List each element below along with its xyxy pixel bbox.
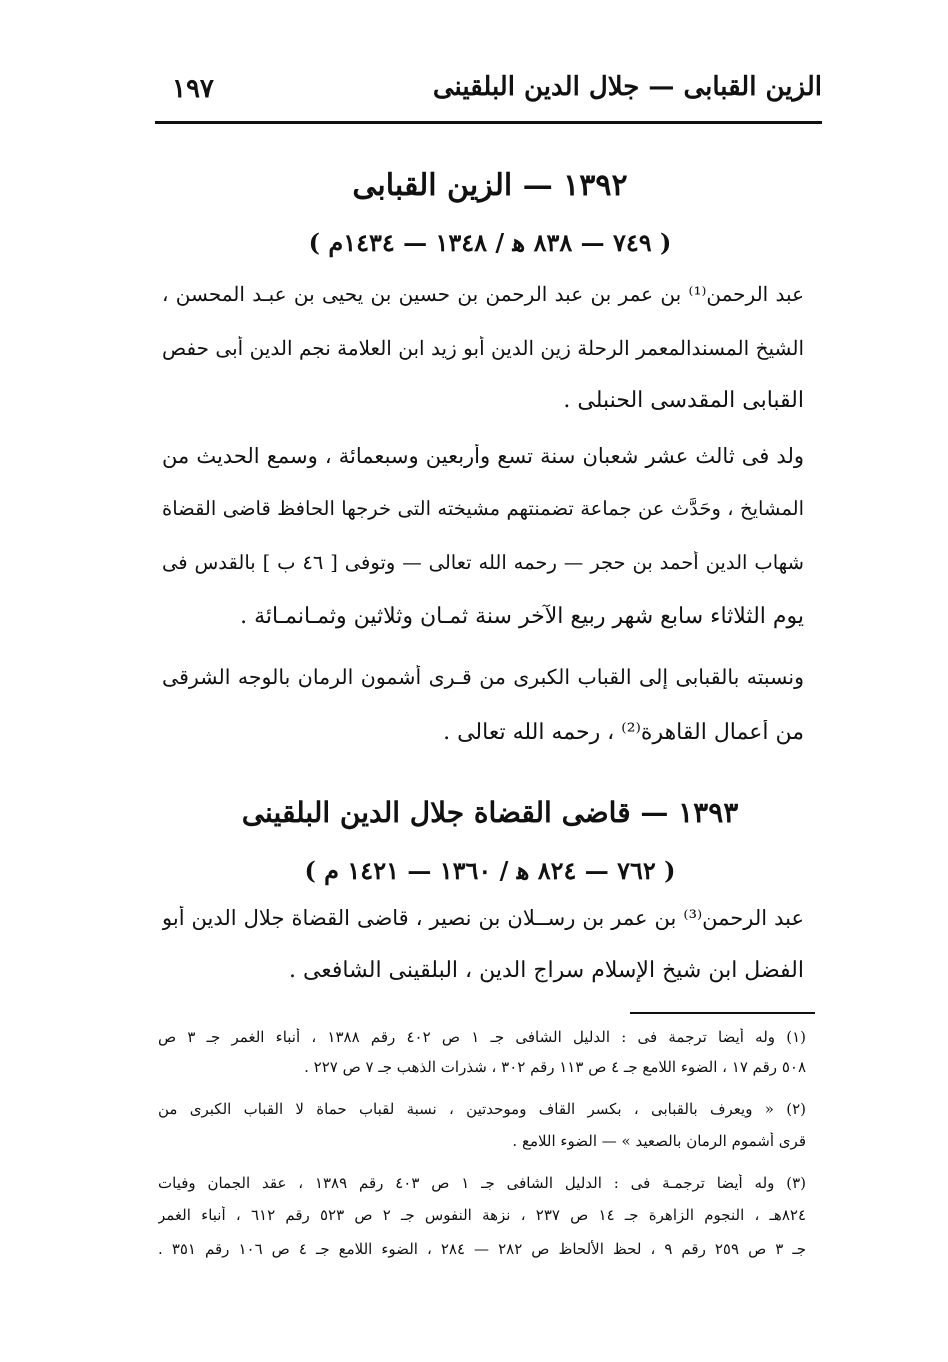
footnote-line: جـ ٣ ص ٢٥٩ رقم ٩ ، لحظ الألحاظ ص ٢٨٢ — ٢٨٤ ، الضوء اللامع جـ ٤ ص ١٠٦ رقم ٣٥١ . xyxy=(158,1240,806,1258)
entry-1392-line: من أعمال القاهرة⁽²⁾ ، رحمه الله تعالى . xyxy=(443,720,804,745)
entry-1392-heading: ١٣٩٢ — الزين القبابى xyxy=(352,168,628,203)
entry-1392-line: ولد فى ثالث عشر شعبان سنة تسع وأربعين وسبعمائة ، وسمع الحديث من xyxy=(162,444,804,468)
footnote-line: (١) وله أيضا ترجمة فى : الدليل الشافى جـ ١ ص ٤٠٢ رقم ١٣٨٨ ، أنباء الغمر جـ ٣ ص xyxy=(158,1028,806,1046)
footnote-line: (٢) « ويعرف بالقبابى ، بكسر القاف وموحدتين ، نسبة لقباب حماة لا القباب الكبرى من xyxy=(158,1100,806,1118)
footnote-divider xyxy=(630,1012,815,1014)
footnote-line: (٣) وله أيضا ترجمـة فى : الدليل الشافى جـ ١ ص ٤٠٣ رقم ١٣٨٩ ، عقد الجمان وفيات xyxy=(158,1174,806,1192)
page-number: ١٩٧ xyxy=(172,74,214,104)
entry-1392-line: ونسبته بالقبابى إلى القباب الكبرى من قـرى أشمون الرمان بالوجه الشرقى xyxy=(162,665,804,689)
entry-1393-heading: ١٣٩٣ — قاضى القضاة جلال الدين البلقينى xyxy=(241,796,739,829)
entry-1392-line: القبابى المقدسى الحنبلى . xyxy=(563,388,804,413)
footnote-line: قرى أشموم الرمان بالصعيد » — الضوء اللامع . xyxy=(512,1132,806,1150)
entry-1393-line: عبد الرحمن⁽³⁾ بن عمر بن رســلان بن نصير ، قاضى القضاة جلال الدين أبو xyxy=(162,906,804,930)
header-divider xyxy=(155,121,822,124)
entry-1392-line: شهاب الدين أحمد بن حجر — رحمه الله تعالى — وتوفى [ ٤٦ ب ] بالقدس فى xyxy=(162,551,804,574)
footnote-line: ٥٠٨ رقم ١٧ ، الضوء اللامع جـ ٤ ص ١١٣ رقم ٣٠٢ ، شذرات الذهب جـ ٧ ص ٢٢٧ . xyxy=(304,1058,806,1076)
entry-1392-line: يوم الثلاثاء سابع شهر ربيع الآخر سنة ثمـان وثلاثين وثمـانمـائة . xyxy=(240,604,804,629)
header-title: الزين القبابى — جلال الدين البلقينى xyxy=(432,72,822,102)
entry-1393-line: الفضل ابن شيخ الإسلام سراج الدين ، البلقينى الشافعى . xyxy=(288,958,804,983)
footnote-line: ٨٢٤هـ ، النجوم الزاهرة جـ ١٤ ص ٢٣٧ ، نزهة النفوس جـ ٢ ص ٥٢٣ رقم ٦١٢ ، أنباء الغمر xyxy=(158,1206,806,1224)
entry-1393-dates: ( ٧٦٢ — ٨٢٤ ﻫ / ١٣٦٠ — ١٤٢١ م ) xyxy=(304,856,676,885)
entry-1392-line: عبد الرحمن⁽¹⁾ بن عمر بن عبد الرحمن بن حسين بن يحيى بن عبـد المحسن ، xyxy=(162,282,804,306)
entry-1392-dates: ( ٧٤٩ — ٨٣٨ ﻫ / ١٣٤٨ — ١٤٣٤م ) xyxy=(308,228,672,257)
entry-1392-line: الشيخ المسندالمعمر الرحلة زين الدين أبو زيد ابن العلامة نجم الدين أبى حفص xyxy=(162,336,804,360)
running-header xyxy=(158,72,822,120)
entry-1392-line: المشايخ ، وحَدَّث عن جماعة تضمنتهم مشيخته التى خرجها الحافظ قاضى القضاة xyxy=(162,497,804,520)
